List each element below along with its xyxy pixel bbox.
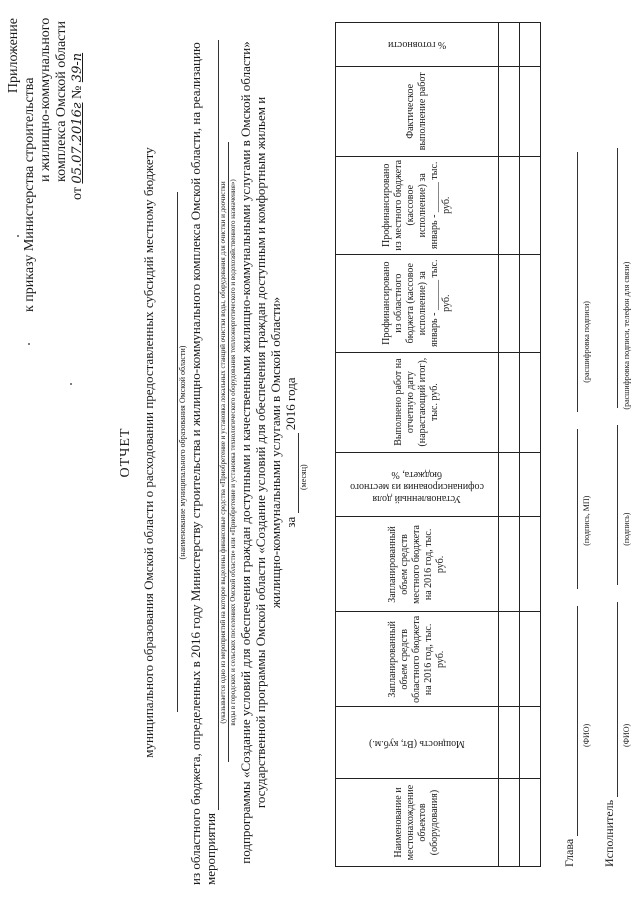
- col-capacity: [336, 707, 499, 779]
- title-line5: жилищно-коммунальными услугами в Омской области»: [268, 296, 283, 609]
- col-object-name: Наименование и местонахождение объектов (оборудования): [336, 779, 499, 867]
- executor-sign-caption: (подпись): [622, 512, 631, 546]
- appendix-date-line: [70, 12, 86, 312]
- measure-row: [203, 20, 219, 885]
- report-heading: ОТЧЕТ: [118, 427, 133, 478]
- table-row: [499, 23, 520, 867]
- col-actual-work: Фактическое выполнение работ: [336, 66, 499, 156]
- executor-label: Исполнитель: [602, 799, 616, 867]
- title-line4: государственной программы Омской области «Создание условий для обеспечения граждан доступным и комфортным жильем и: [253, 96, 268, 809]
- measure-line: [203, 40, 219, 810]
- appendix-from-label: от: [70, 187, 85, 200]
- appendix-title: Приложение: [6, 18, 21, 94]
- head-signature-row: [562, 152, 593, 867]
- col-financed-local: Профинансировано из местного бюджета (кассовое исполнение) за январь - ______ тыс. руб.: [336, 156, 499, 254]
- measure-caption: (указывается одно из мероприятий на которое выделены финансовые средства «Приобретение и установка локальных станций очистки воды, оборудования для очистки и доочистки: [219, 181, 227, 724]
- month-caption: (месяц): [299, 464, 308, 490]
- col-planned-regional: Запланированный объем средств областного бюджета на 2016 год, тыс. руб.: [336, 612, 499, 707]
- head-label: Глава: [562, 838, 576, 867]
- appendix-line4: комплекса Омской области: [54, 21, 69, 182]
- head-sign-caption: (подпись, МП): [582, 495, 591, 546]
- executor-decode-caption: (расшифровка подписи, телефон для связи): [622, 261, 631, 410]
- title-block: [118, 20, 309, 885]
- title-line3: подпрограммы «Создание условий для обеспечения граждан доступными и качественными жилищно-коммунальными услугами в Омской области»: [238, 41, 253, 864]
- appendix-line3: и жилищно-коммунального: [38, 17, 53, 182]
- month-line: [283, 433, 299, 513]
- appendix-number-label: №: [70, 85, 85, 100]
- period-row: [283, 20, 299, 885]
- col-financed-regional: Профинансировано из областного бюджета (кассовое исполнение) за январь - ______ тыс. руб.: [336, 254, 499, 352]
- col-cofinancing-share: [336, 452, 499, 517]
- scan-speck: [70, 383, 72, 385]
- executor-captions: [618, 148, 633, 867]
- measure-label: мероприятия: [203, 812, 218, 885]
- executor-signature-row: [602, 148, 633, 867]
- scan-speck: [28, 343, 30, 345]
- appendix-line2: к приказу Министерства строительства: [22, 77, 37, 312]
- title-line1: муниципального образования Омской области о расходовании предоставленных субсидий местному бюджету: [141, 147, 156, 758]
- col-cofinancing-label: Установленный доля софинансирования из местного бюджета, %: [350, 469, 484, 505]
- mo-name-line: [162, 193, 178, 713]
- head-fio-caption: (ФИО): [582, 723, 591, 747]
- col-planned-local: Запланированный объем средств местного бюджета на 2016 год, тыс. руб.: [336, 517, 499, 612]
- head-decode-caption: (расшифровка подписи): [582, 301, 591, 383]
- appendix-date: 05.07.2016г: [70, 102, 85, 184]
- measure-caption2: воды в городских и сельских поселениях Омской области» или «Приобретение и установка технологического оборудования теплоэнергетического и водохозяйственного назначения»): [228, 143, 238, 763]
- period-prefix: за: [283, 516, 298, 528]
- title-line2: из областного бюджета, определенных в 2016 году Министерству строительства и жилищно-коммунального комплекса Омской области, на реализацию: [188, 42, 203, 885]
- col-readiness: [336, 23, 499, 67]
- mo-caption: (наименование муниципального образования Омской области): [178, 345, 187, 560]
- appendix-number: 39-п: [70, 52, 85, 83]
- col-work-done: Выполнено работ на отчетную дату (нарастающий итог), тыс. руб.: [336, 352, 499, 452]
- col-readiness-label: % готовности: [387, 39, 447, 51]
- report-table: [335, 22, 541, 867]
- scan-speck: [17, 235, 19, 237]
- executor-fio-caption: (ФИО): [622, 723, 631, 747]
- table-header-row: [336, 23, 499, 867]
- period-suffix: 2016 года: [283, 377, 298, 431]
- col-capacity-label: Мощность (Вт, куб.м.): [369, 737, 465, 749]
- table-row: [520, 23, 541, 867]
- appendix-block: [6, 12, 86, 312]
- head-captions: [578, 152, 593, 867]
